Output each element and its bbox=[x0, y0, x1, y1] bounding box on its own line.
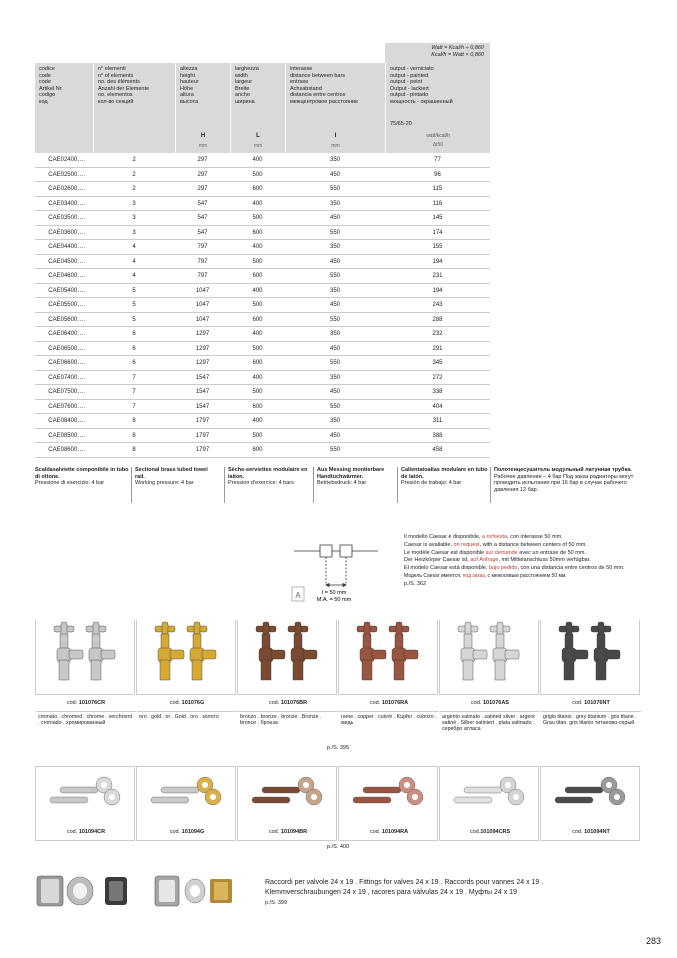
table-cell: 1047 bbox=[195, 302, 210, 308]
diagram-letter: A bbox=[295, 591, 301, 600]
valve-finish: cromato . chromed . chrome . verchromt . cromado . хромированный bbox=[36, 711, 136, 726]
description-it: Scaldasalviette componibile in tubo di ottone. Pressione di esercizio: 4 bar bbox=[35, 467, 129, 487]
table-cell: CAE08500…. bbox=[48, 432, 85, 439]
table-cell: 600 bbox=[252, 229, 263, 236]
header-col-elements: n° elementi n° of elements no. des éléments Anzahl der Elemente no. elementos кол-во секций bbox=[93, 63, 175, 153]
fitting-card[interactable] bbox=[540, 766, 640, 841]
table-cell: CAE08600…. bbox=[48, 447, 85, 453]
table-cell: 96 bbox=[434, 171, 441, 178]
table-cell: 500 bbox=[252, 432, 263, 439]
table-cell: 3 bbox=[132, 229, 136, 236]
fitting-code: cod. 101094NT bbox=[572, 829, 610, 835]
raccordi-image bbox=[35, 868, 245, 914]
table-row bbox=[35, 182, 490, 197]
table-cell: 400 bbox=[252, 157, 263, 163]
table-cell: CAE04500…. bbox=[48, 258, 85, 265]
table-cell: 232 bbox=[432, 331, 443, 337]
table-row bbox=[35, 327, 490, 342]
table-cell: 1797 bbox=[195, 447, 210, 453]
table-cell: 400 bbox=[252, 200, 263, 207]
table-cell: 550 bbox=[329, 229, 340, 236]
table-cell: 600 bbox=[252, 273, 263, 279]
table-cell: 5 bbox=[132, 302, 136, 308]
valve-code: cod. 101076CR bbox=[66, 700, 106, 706]
table-cell: 600 bbox=[252, 360, 263, 366]
table-cell: 547 bbox=[197, 215, 208, 221]
fitting-card[interactable] bbox=[35, 766, 135, 841]
table-cell: 500 bbox=[252, 302, 263, 308]
table-row bbox=[35, 284, 490, 299]
table-cell: 547 bbox=[197, 200, 208, 207]
valve-image bbox=[440, 620, 540, 690]
table-row bbox=[35, 385, 490, 400]
table-cell: 345 bbox=[432, 360, 443, 366]
table-cell: 500 bbox=[252, 258, 263, 265]
table-cell: 194 bbox=[432, 258, 443, 265]
table-cell: 400 bbox=[252, 287, 263, 294]
table-cell: 4 bbox=[132, 258, 136, 265]
table-cell: CAE05400…. bbox=[48, 287, 85, 294]
fitting-image bbox=[440, 767, 540, 822]
table-cell: 600 bbox=[252, 186, 263, 192]
valve-card[interactable] bbox=[439, 620, 539, 733]
fitting-card[interactable] bbox=[136, 766, 236, 841]
fitting-code: cod. 101094CR bbox=[66, 829, 106, 835]
table-cell: 7 bbox=[132, 374, 136, 381]
header-col-interaxis: interasse distance between bars entraxe Achsabstand distancia entre centros межцентровое расстояние I mm bbox=[285, 63, 385, 153]
table-cell: 311 bbox=[432, 418, 443, 424]
table-cell: 7 bbox=[132, 389, 136, 395]
table-cell: 500 bbox=[252, 171, 263, 178]
table-cell: CAE02400…. bbox=[48, 157, 85, 163]
table-cell: 350 bbox=[329, 331, 340, 337]
data-table bbox=[35, 153, 490, 458]
table-cell: 4 bbox=[132, 244, 136, 250]
table-cell: CAE07600…. bbox=[48, 403, 85, 410]
valve-code: cod. 101076NT bbox=[572, 700, 610, 706]
note-page-ref: p./S. 362 bbox=[404, 580, 427, 587]
table-cell: 115 bbox=[432, 186, 443, 192]
table-cell: 1047 bbox=[195, 316, 210, 323]
table-cell: 550 bbox=[329, 403, 340, 410]
header-col-width: larghezza width largeur Breite ancho ширина L mm bbox=[230, 63, 285, 153]
table-cell: 450 bbox=[329, 389, 340, 395]
table-row bbox=[35, 168, 490, 183]
description-en: Sectional brass tubed towel rail. Working pressure: 4 bar bbox=[131, 467, 219, 503]
table-cell: CAE05600…. bbox=[48, 316, 85, 323]
caesar-availability-note: Il modello Caesar è disponibile, a richiesta, con interasse 50 mm. Caesar is available, on request, with a distance between centers of 50 mm. Le modèle Caesar est disponible sur demande avec un entraxe de 50 mm. Der Heizkörper Caesar ist, auf Anfrage, mit Mittelanschluss 50mm verfügbar. El modelo Caesar está disponible, bajo pedido, con una distancia entre centros de 50 mm. Модель Caesar имеется, под заказ, с межосевым расстоянием 50 мм. p./S. 362 bbox=[404, 534, 644, 589]
table-cell: CAE02500…. bbox=[48, 171, 85, 178]
table-cell: 450 bbox=[329, 345, 340, 352]
fitting-image bbox=[36, 767, 136, 822]
table-cell: 155 bbox=[432, 244, 443, 250]
table-cell: 231 bbox=[432, 273, 443, 279]
table-cell: 350 bbox=[329, 244, 340, 250]
table-cell: 297 bbox=[197, 171, 208, 178]
table-row bbox=[35, 153, 490, 168]
table-cell: 6 bbox=[132, 345, 136, 352]
table-header bbox=[35, 63, 490, 153]
table-cell: CAE04400…. bbox=[48, 244, 85, 250]
table-cell: 1047 bbox=[195, 287, 210, 294]
table-cell: 600 bbox=[252, 403, 263, 410]
table-cell: 145 bbox=[432, 215, 443, 221]
fitting-code: cod.101094CRS bbox=[469, 829, 511, 835]
valve-image bbox=[541, 620, 641, 690]
table-cell: 2 bbox=[132, 157, 136, 163]
table-cell: 1547 bbox=[195, 389, 210, 395]
valve-card[interactable] bbox=[338, 620, 438, 727]
description-row bbox=[35, 467, 635, 503]
table-cell: 500 bbox=[252, 345, 263, 352]
valve-image bbox=[36, 620, 136, 690]
valve-card[interactable] bbox=[136, 620, 236, 720]
interaxis-diagram bbox=[290, 535, 400, 605]
table-cell: 450 bbox=[329, 302, 340, 308]
unit-i: mm bbox=[331, 143, 340, 149]
table-cell: 1797 bbox=[195, 418, 210, 424]
table-cell: 77 bbox=[434, 157, 441, 163]
table-row bbox=[35, 211, 490, 226]
table-cell: 1297 bbox=[195, 331, 210, 337]
table-row bbox=[35, 313, 490, 328]
fitting-image bbox=[541, 767, 641, 822]
table-cell: CAE03400…. bbox=[48, 200, 85, 207]
table-cell: 194 bbox=[432, 287, 443, 294]
table-cell: 116 bbox=[432, 200, 443, 207]
table-cell: CAE07400…. bbox=[48, 374, 85, 381]
symbol-l: L bbox=[256, 133, 260, 139]
table-cell: 1547 bbox=[195, 403, 210, 410]
table-cell: 338 bbox=[432, 389, 443, 395]
valve-code: cod. 101076BR bbox=[268, 700, 308, 706]
table-cell: CAE04600…. bbox=[48, 273, 85, 279]
table-cell: 2 bbox=[132, 171, 136, 178]
table-cell: CAE06400…. bbox=[48, 331, 85, 337]
header-col-height: altezza height hauteur Höhe altura высота H mm bbox=[175, 63, 230, 153]
watt-line-1: Watt = Kcal/h ÷ 0,860 bbox=[431, 45, 484, 51]
valve-code: cod. 101076RA bbox=[369, 700, 409, 706]
table-row bbox=[35, 240, 490, 255]
table-cell: 5 bbox=[132, 287, 136, 294]
table-row bbox=[35, 269, 490, 284]
table-cell: 500 bbox=[252, 215, 263, 221]
table-cell: 400 bbox=[252, 374, 263, 381]
header-col-output: output - verniciato output - painted output - peint Output - lackiert output - pintado мощность - окрашенный 75/65-20 watt/kcal/h Δt50 bbox=[385, 63, 490, 153]
description-ru: Полотенцесушитель модульный латунная трубка. Рабочее давление – 4 бар Под заказ радиаторы могут проводить испытание при 16 бар в случае рабочего давления 12 бар. bbox=[490, 467, 635, 503]
description-es: Calientatoallas modulare en tubo de latón. Presión de trabajo: 4 bar bbox=[397, 467, 489, 503]
valve-finish: argento satinato . satined silver . argent satiné . Silber satiniert . plata satinado . серебро атласа bbox=[440, 711, 540, 733]
table-cell: CAE02600…. bbox=[48, 186, 85, 192]
table-row bbox=[35, 429, 490, 444]
table-cell: 404 bbox=[432, 403, 443, 410]
description-de: Aus Messing montierbare Handtuchwärmer. Betriebsdruck: 4 bar bbox=[313, 467, 401, 503]
table-row bbox=[35, 226, 490, 241]
table-cell: 797 bbox=[197, 244, 208, 250]
valve-finish: rame . copper . cuivré . Kupfer . cobrizo . медь bbox=[339, 711, 439, 726]
table-cell: 243 bbox=[432, 302, 443, 308]
label-ma: M.A. = 50 mm bbox=[316, 597, 352, 603]
table-cell: 550 bbox=[329, 186, 340, 192]
table-cell: CAE06500…. bbox=[48, 345, 85, 352]
table-cell: 8 bbox=[132, 432, 136, 439]
table-cell: CAE05500…. bbox=[48, 302, 85, 308]
fitting-image bbox=[137, 767, 237, 822]
fitting-image bbox=[238, 767, 338, 822]
valve-card[interactable] bbox=[540, 620, 640, 727]
table-cell: 8 bbox=[132, 418, 136, 424]
table-cell: 550 bbox=[329, 316, 340, 323]
fittings-page-ref: p./S. 400 bbox=[327, 844, 350, 850]
table-cell: 350 bbox=[329, 374, 340, 381]
fitting-card[interactable] bbox=[237, 766, 337, 841]
table-row bbox=[35, 371, 490, 386]
table-cell: 600 bbox=[252, 316, 263, 323]
valve-image bbox=[339, 620, 439, 690]
valve-code: cod. 101076G bbox=[169, 700, 205, 706]
table-cell: 3 bbox=[132, 215, 136, 221]
valve-finish: grigio titanio . grey titanium . gris titane . Grau titan. gris titanio титановo-серый bbox=[541, 711, 641, 726]
table-row bbox=[35, 400, 490, 415]
valve-finish: oro . gold . or . Gold . oro . золото bbox=[137, 711, 237, 720]
fitting-code: cod. 101094RA bbox=[369, 829, 409, 835]
unit-h: mm bbox=[198, 143, 208, 149]
table-cell: 350 bbox=[329, 418, 340, 424]
table-cell: 6 bbox=[132, 360, 136, 366]
description-fr: Sèche-serviettes modulaire en laiton. Pression d'exercice: 4 bars bbox=[224, 467, 312, 503]
table-cell: 350 bbox=[329, 287, 340, 294]
table-cell: 350 bbox=[329, 157, 340, 163]
table-row bbox=[35, 414, 490, 429]
valve-image bbox=[137, 620, 237, 690]
table-row bbox=[35, 298, 490, 313]
fitting-group-right bbox=[155, 876, 232, 906]
table-row bbox=[35, 255, 490, 270]
raccordi-line-1: Raccordi per valvole 24 x 19 . Fittings for valves 24 x 19 . Raccords pour vannes 24 x 19 . bbox=[265, 879, 544, 886]
unit-l: mm bbox=[253, 143, 263, 149]
table-cell: 288 bbox=[432, 316, 443, 323]
fitting-card[interactable] bbox=[439, 766, 539, 841]
output-delta: Δt50 bbox=[432, 142, 444, 148]
table-cell: 550 bbox=[329, 447, 340, 453]
table-cell: 797 bbox=[197, 273, 208, 279]
table-cell: 450 bbox=[329, 432, 340, 439]
valve-card[interactable] bbox=[237, 620, 337, 727]
table-cell: CAE03500…. bbox=[48, 215, 85, 221]
table-cell: 2 bbox=[132, 186, 136, 192]
table-row bbox=[35, 342, 490, 357]
table-cell: 550 bbox=[329, 273, 340, 279]
valve-card[interactable] bbox=[35, 620, 135, 727]
fitting-code: cod. 101094BR bbox=[268, 829, 308, 835]
table-cell: 400 bbox=[252, 244, 263, 250]
raccordi-page-ref: p./S. 399 bbox=[265, 900, 288, 906]
fitting-group-left bbox=[37, 876, 127, 906]
table-cell: 458 bbox=[432, 447, 443, 453]
table-cell: 297 bbox=[197, 186, 208, 192]
label-interaxis: I = 50 mm bbox=[321, 590, 347, 596]
table-row bbox=[35, 356, 490, 371]
table-cell: 174 bbox=[432, 229, 443, 236]
table-cell: 6 bbox=[132, 331, 136, 337]
watt-line-2: Kcal/h = Watt × 0,860 bbox=[431, 52, 484, 58]
table-cell: 388 bbox=[432, 432, 443, 439]
table-cell: 400 bbox=[252, 331, 263, 337]
table-cell: 4 bbox=[132, 273, 136, 279]
fitting-card[interactable] bbox=[338, 766, 438, 841]
valves-grid bbox=[35, 620, 638, 740]
table-cell: 350 bbox=[329, 200, 340, 207]
output-unit: watt/kcal/h bbox=[426, 133, 450, 139]
valve-code: cod. 101076AS bbox=[471, 700, 509, 706]
table-cell: CAE06600…. bbox=[48, 360, 85, 366]
table-cell: 7 bbox=[132, 403, 136, 410]
table-cell: 550 bbox=[329, 360, 340, 366]
table-cell: CAE08400…. bbox=[48, 418, 85, 424]
table-cell: 3 bbox=[132, 200, 136, 207]
table-cell: 797 bbox=[197, 258, 208, 265]
table-cell: 297 bbox=[197, 157, 208, 163]
valve-image bbox=[238, 620, 338, 690]
raccordi-caption bbox=[265, 878, 625, 908]
page-number: 283 bbox=[646, 936, 662, 946]
table-cell: 5 bbox=[132, 316, 136, 323]
table-cell: CAE07500…. bbox=[48, 389, 85, 395]
table-cell: 1297 bbox=[195, 345, 210, 352]
fittings-grid bbox=[35, 766, 638, 841]
table-cell: 1547 bbox=[195, 374, 210, 381]
valve-finish: bronzo . bronze . bronze . Bronze . bronce . бронза bbox=[238, 711, 338, 726]
table-cell: 1297 bbox=[195, 360, 210, 366]
table-cell: 450 bbox=[329, 171, 340, 178]
table-cell: 400 bbox=[252, 418, 263, 424]
valves-page-ref: p./S. 395 bbox=[327, 745, 350, 751]
table-cell: 500 bbox=[252, 389, 263, 395]
fitting-image bbox=[339, 767, 439, 822]
table-cell: CAE03600…. bbox=[48, 229, 85, 236]
table-cell: 450 bbox=[329, 258, 340, 265]
symbol-i: I bbox=[334, 133, 337, 139]
fitting-code: cod. 101094G bbox=[169, 829, 205, 835]
table-cell: 600 bbox=[252, 447, 263, 453]
symbol-h: H bbox=[200, 133, 206, 139]
output-temp: 75/65-20 bbox=[390, 121, 412, 127]
raccordi-line-2: Klemmverschraubungen 24 x 19 , racores para válvulas 24 x 19 . Муфты 24 x 19 bbox=[265, 889, 517, 896]
table-cell: 8 bbox=[132, 447, 136, 453]
table-cell: 450 bbox=[329, 215, 340, 221]
table-cell: 547 bbox=[197, 229, 208, 236]
table-cell: 1797 bbox=[195, 432, 210, 439]
table-cell: 272 bbox=[432, 374, 443, 381]
radiator-profile bbox=[294, 545, 378, 551]
watt-conversion-box bbox=[385, 43, 490, 63]
table-row bbox=[35, 197, 490, 212]
header-col-code: codice code code Artikel Nr. codigo код bbox=[39, 66, 63, 105]
table-row bbox=[35, 443, 490, 458]
table-cell: 291 bbox=[432, 345, 443, 352]
